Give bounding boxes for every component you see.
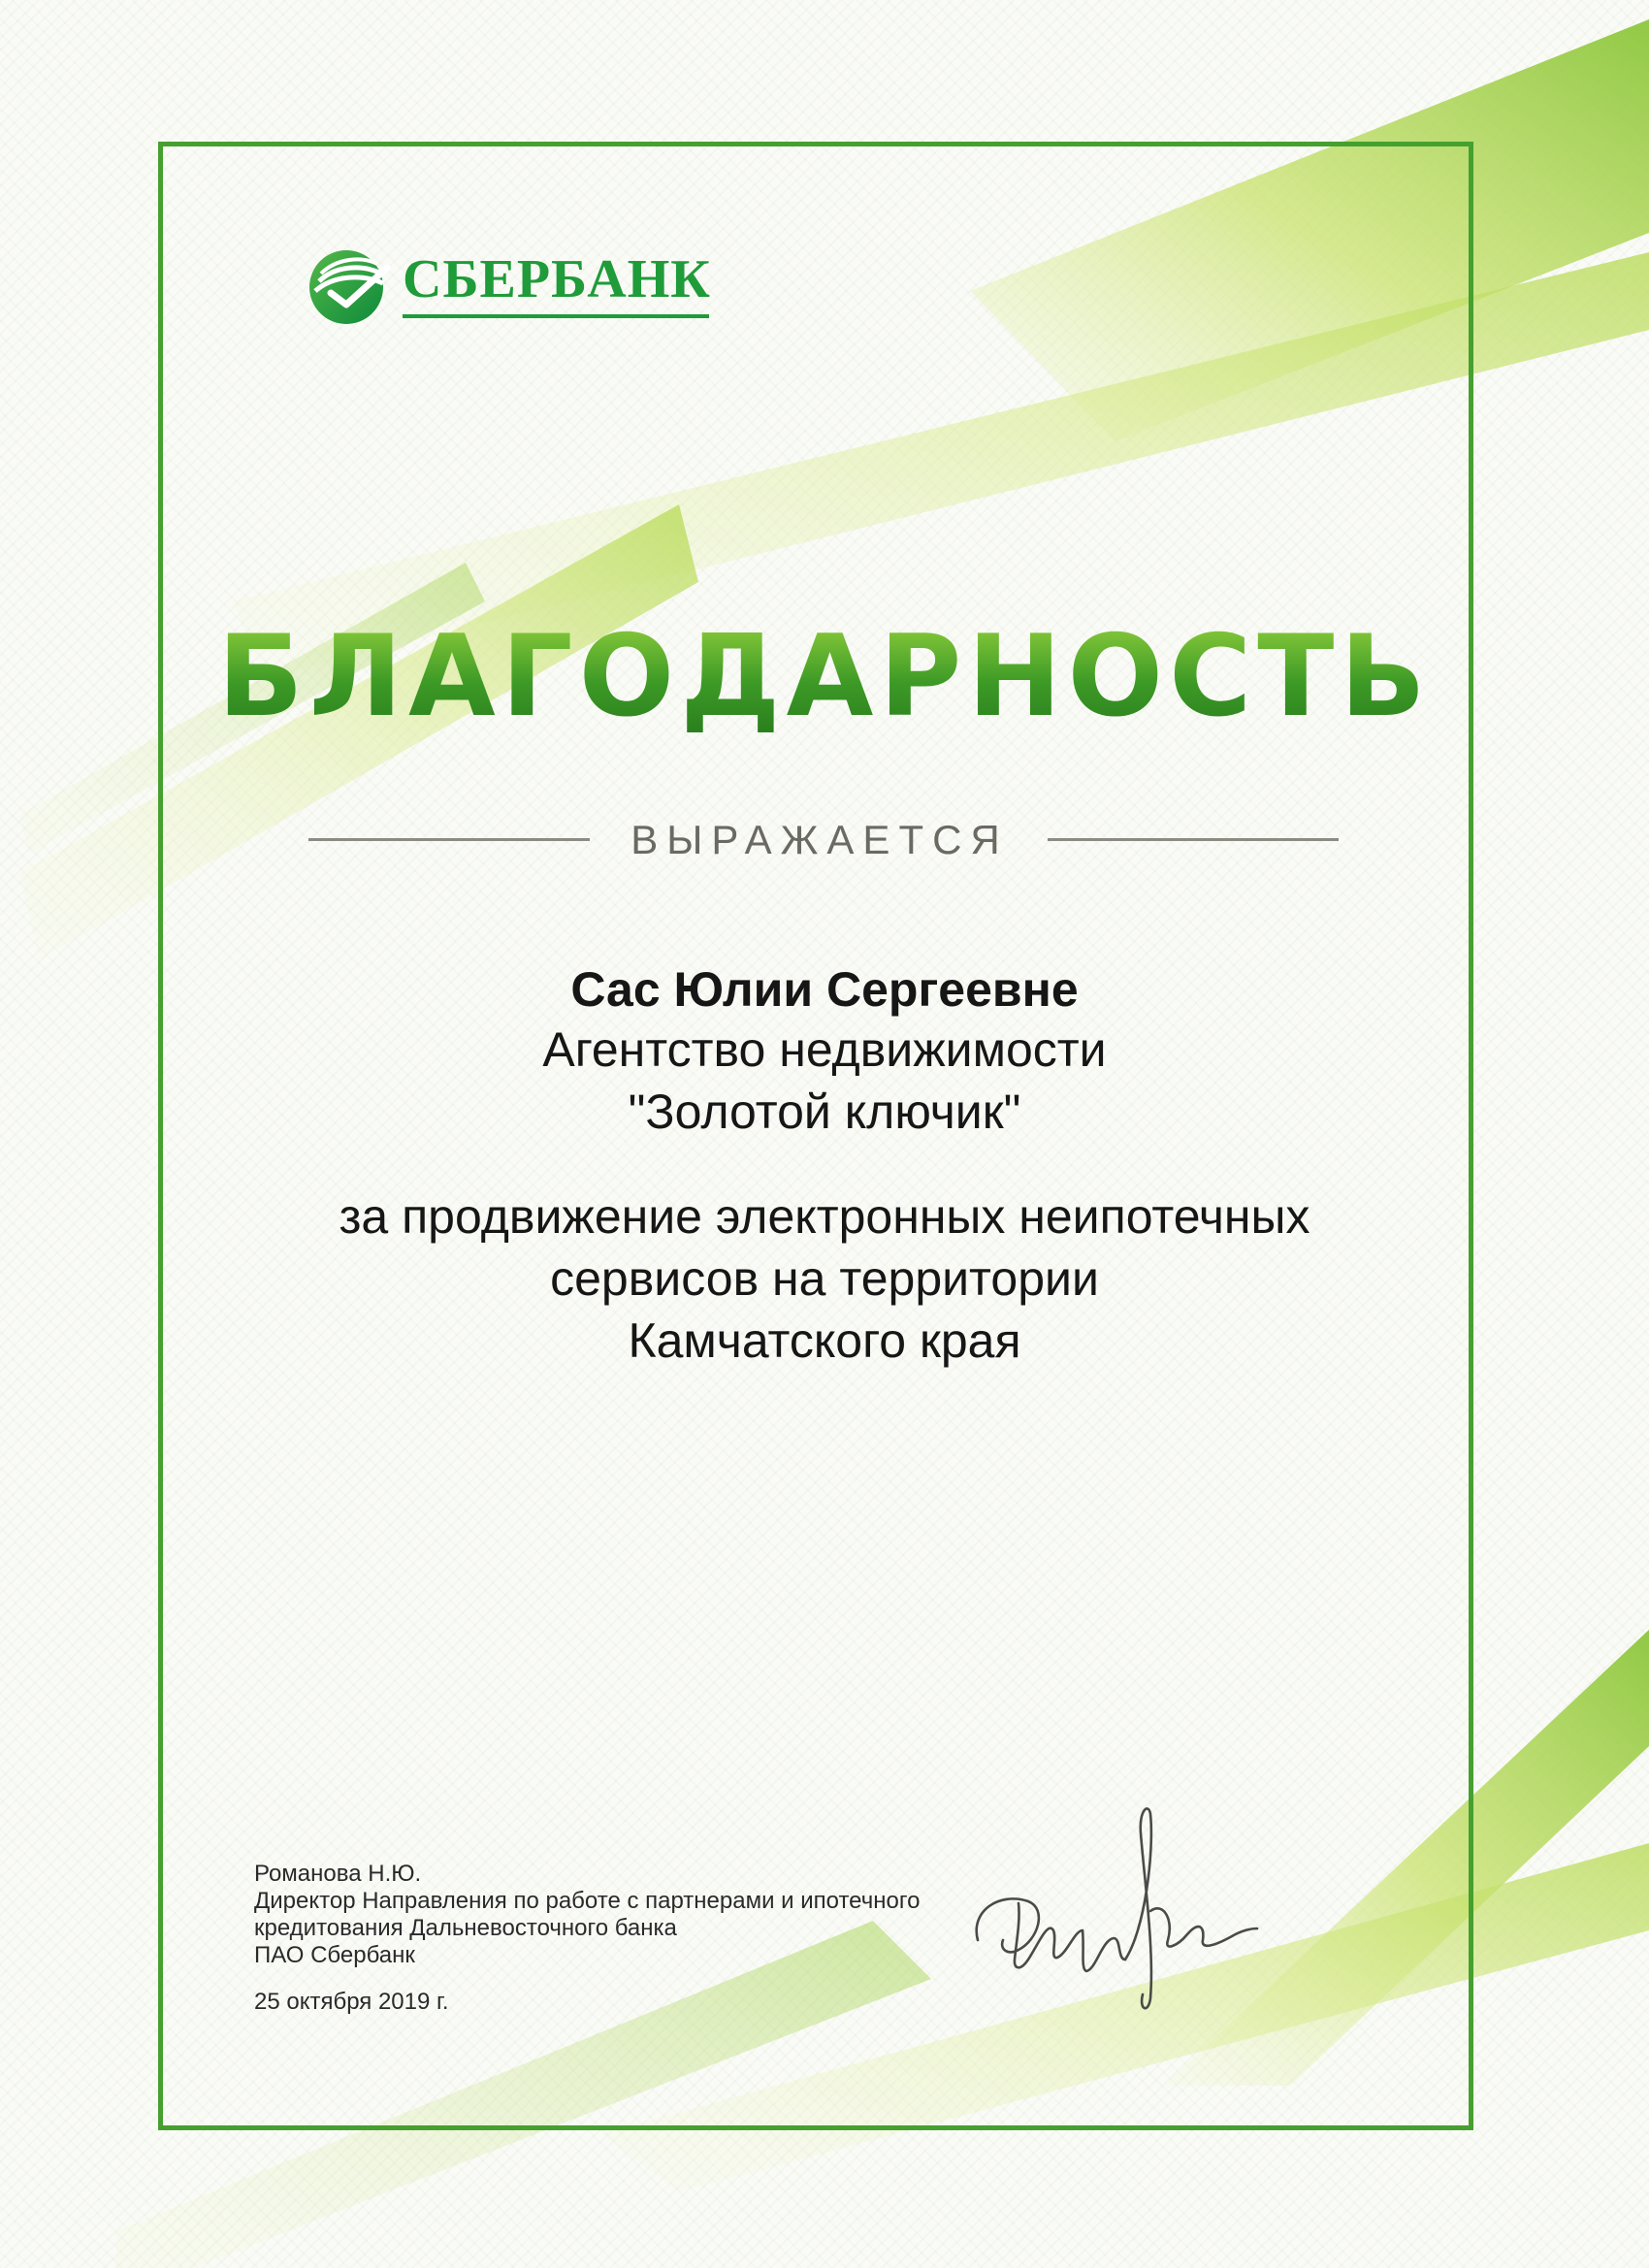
signer-name: Романова Н.Ю. (254, 1861, 422, 1887)
signer-company: ПАО Сбербанк (254, 1942, 415, 1968)
recipient-block (0, 960, 1649, 1143)
reason-line-1: за продвижение электронных неипотечных (339, 1189, 1310, 1244)
subtitle-row (0, 811, 1649, 865)
handwritten-signature (960, 1795, 1271, 2027)
sberbank-logo (306, 244, 713, 328)
signer-position-line-1: Директор Направления по работе с партнерами и ипотечного (254, 1888, 921, 1914)
reason-line-2: сервисов на территории (550, 1251, 1099, 1306)
certificate-subtitle: ВЫРАЖАЕТСЯ (630, 817, 1009, 862)
organization-line-1: Агентство недвижимости (542, 1022, 1107, 1077)
certificate-date: 25 октября 2019 г. (254, 1989, 449, 2015)
reason-block (0, 1185, 1649, 1372)
sberbank-logo-icon (306, 244, 391, 328)
subtitle-rule-right (1048, 838, 1339, 841)
subtitle-rule-left (308, 838, 590, 841)
sberbank-logo-text: СБЕРБАНК (403, 249, 711, 309)
signer-position-line-2: кредитования Дальневосточного банка (254, 1915, 677, 1941)
signer-block (254, 1861, 920, 1969)
organization-line-2: "Золотой ключик" (628, 1085, 1021, 1139)
recipient-name: Сас Юлии Сергеевне (570, 962, 1079, 1017)
certificate-title: БЛАГОДАРНОСТЬ (0, 621, 1649, 733)
reason-line-3: Камчатского края (628, 1313, 1021, 1368)
logo-underline (403, 314, 709, 318)
